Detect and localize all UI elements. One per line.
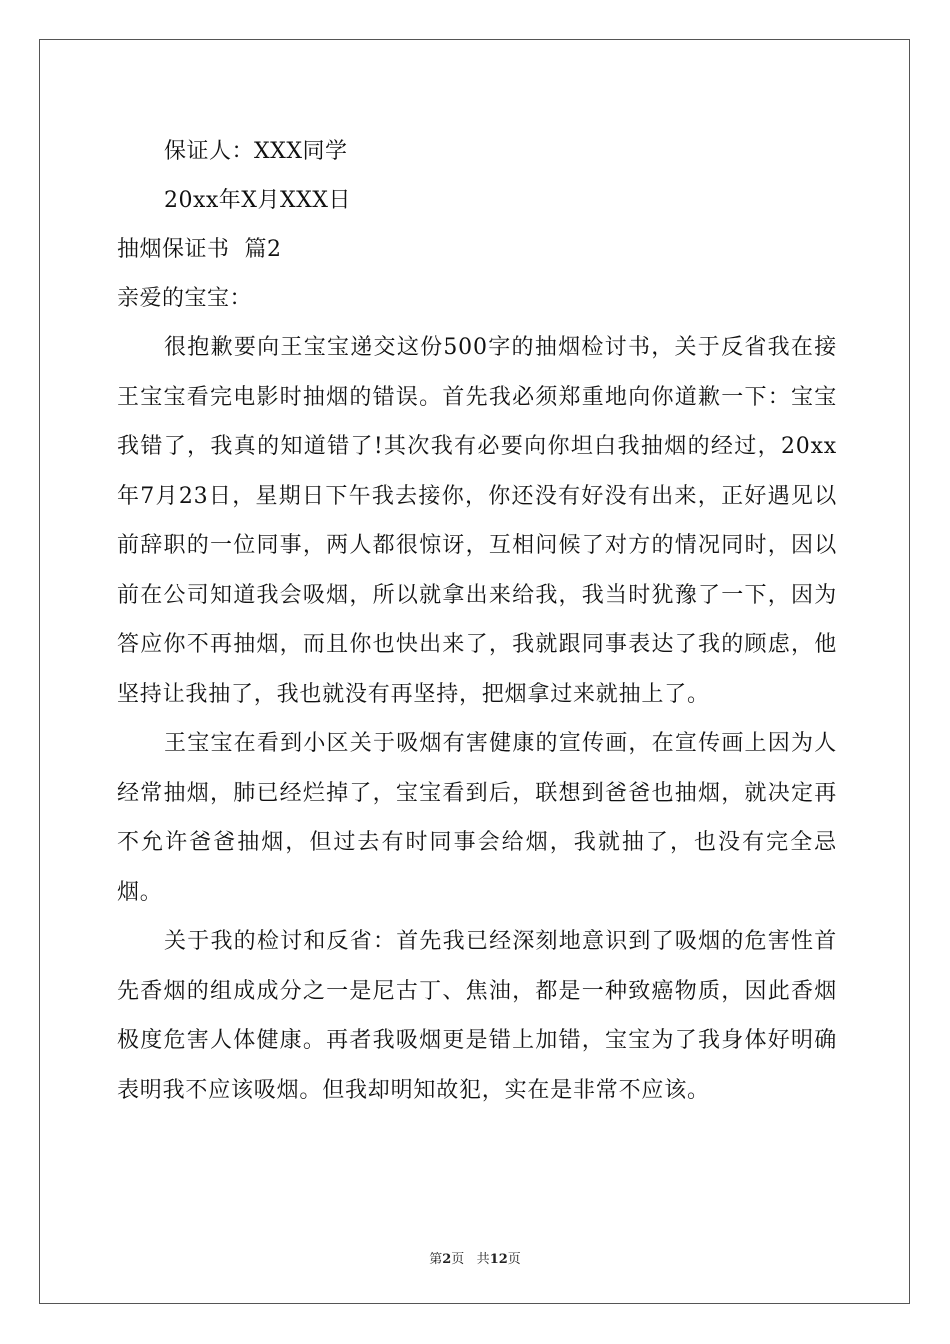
total-pages: 12	[489, 1252, 508, 1267]
document-body	[117, 127, 837, 1115]
page-prefix: 第	[429, 1252, 443, 1267]
page-suffix: 页	[451, 1252, 465, 1267]
guarantor-line: 保证人：XXX同学	[164, 139, 348, 164]
page-footer	[0, 1248, 950, 1267]
paragraph-3: 关于我的检讨和反省：首先我已经深刻地意识到了吸烟的危害性首先香烟的组成成分之一是尼古丁、焦油，都是一种致癌物质，因此香烟极度危害人体健康。再者我吸烟更是错上加错，宝宝为了我身体好明确表明我不应该吸烟。但我却明知故犯，实在是非常不应该。	[117, 929, 837, 1103]
total-prefix: 共	[476, 1252, 490, 1267]
salutation: 亲爱的宝宝：	[117, 286, 253, 311]
total-suffix: 页	[507, 1252, 521, 1267]
page-number: 2	[442, 1252, 452, 1267]
date-line: 20xx年X月XXX日	[164, 188, 351, 213]
paragraph-2: 王宝宝在看到小区关于吸烟有害健康的宣传画，在宣传画上因为人经常抽烟，肺已经烂掉了，宝宝看到后，联想到爸爸也抽烟，就决定再不允许爸爸抽烟，但过去有时同事会给烟，我就抽了，也没有完全忌烟。	[117, 731, 837, 905]
paragraph-1: 很抱歉要向王宝宝递交这份500字的抽烟检讨书，关于反省我在接王宝宝看完电影时抽烟的错误。首先我必须郑重地向你道歉一下：宝宝我错了，我真的知道错了!其次我有必要向你坦白我抽烟的经过，20xx年7月23日，星期日下午我去接你，你还没有好没有出来，正好遇见以前辞职的一位同事，两人都很惊讶，互相问候了对方的情况同时，因以前在公司知道我会吸烟，所以就拿出来给我，我当时犹豫了一下，因为答应你不再抽烟，而且你也快出来了，我就跟同事表达了我的顾虑，他坚持让我抽了，我也就没有再坚持，把烟拿过来就抽上了。	[117, 335, 837, 707]
section-title: 抽烟保证书 篇2	[117, 237, 282, 262]
